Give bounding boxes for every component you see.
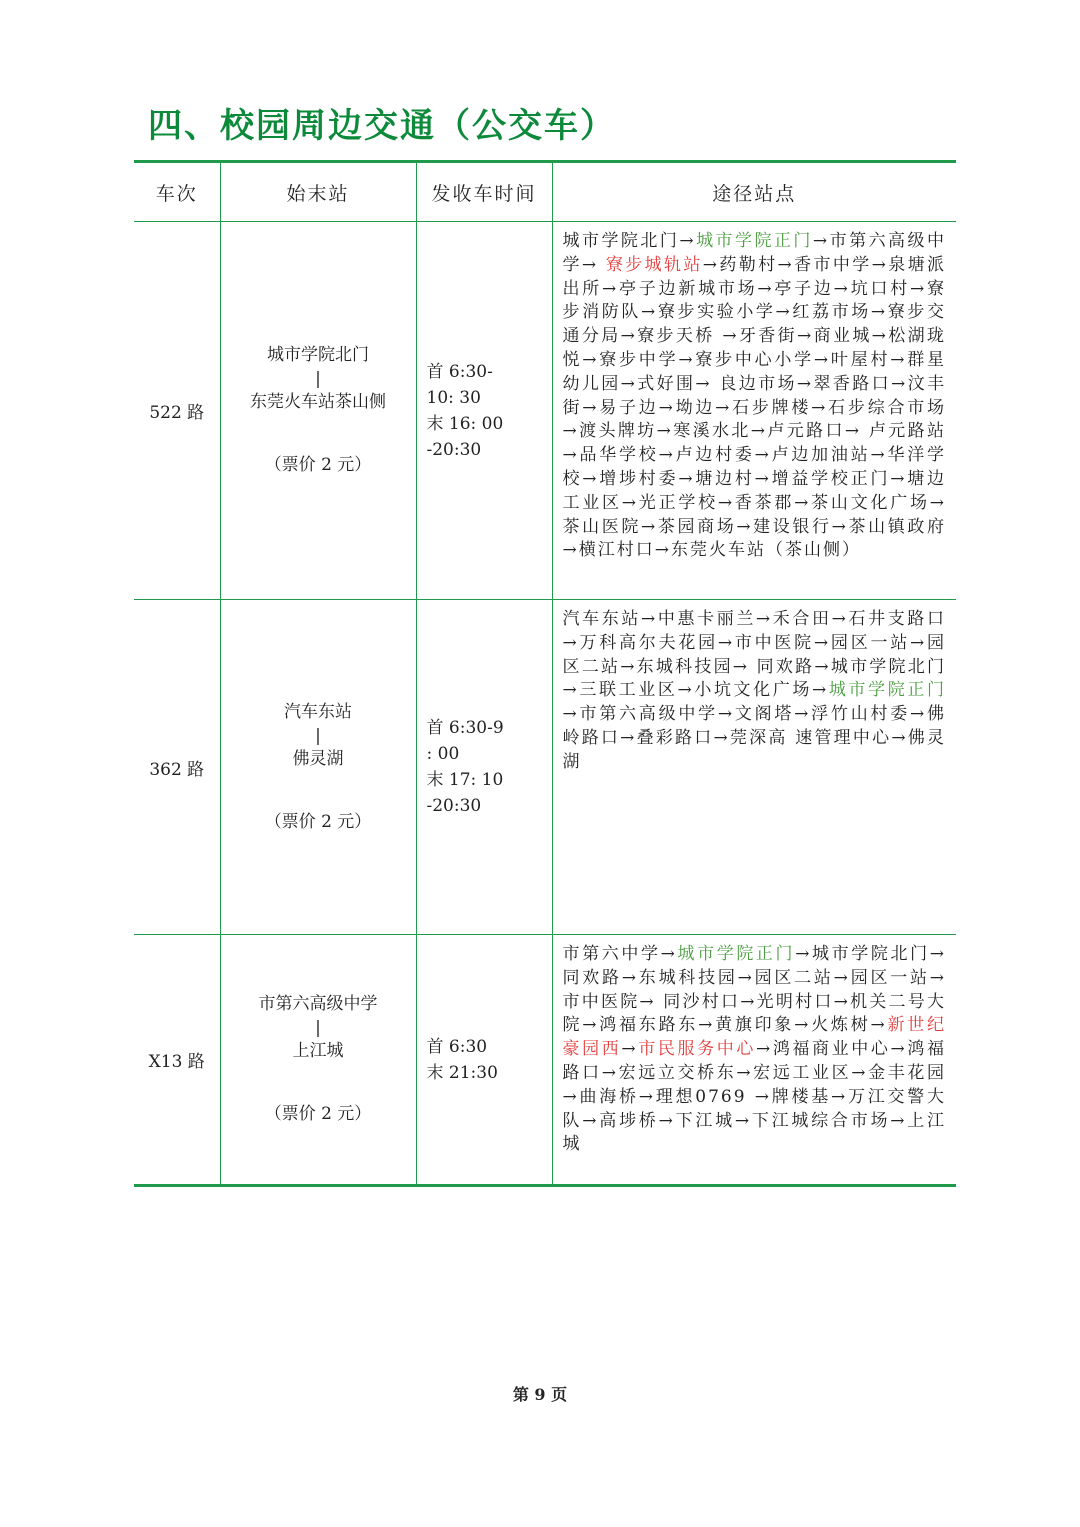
page-title: 四、校园周边交通（公交车） xyxy=(148,106,616,146)
schedule-line: 10: 30 xyxy=(426,387,481,408)
route-number: 522 路 xyxy=(134,222,220,600)
highlighted-stop: 新世纪豪园西 xyxy=(562,1015,946,1060)
terminal-separator: | xyxy=(315,1018,321,1038)
header-route: 车次 xyxy=(134,162,220,222)
ticket-price: （票价 2 元） xyxy=(264,1104,372,1124)
terminals-cell xyxy=(220,600,416,935)
stops-text: 城市学院北门→ xyxy=(562,231,696,251)
header-times: 发收车时间 xyxy=(416,162,552,222)
route-number: 362 路 xyxy=(134,600,220,935)
terminal-start: 城市学院北门 xyxy=(267,345,369,365)
terminal-start: 市第六高级中学 xyxy=(258,994,378,1014)
schedule-line: -20:30 xyxy=(426,439,482,460)
stops-cell xyxy=(552,222,956,600)
stops-text: →市第六高级中学→文阁塔→浮竹山村委→佛岭路口→叠彩路口→莞深高 速管理中心→佛灵湖 xyxy=(562,704,946,772)
highlighted-stop: 城市学院正门 xyxy=(828,680,947,701)
schedule-cell xyxy=(416,222,552,600)
stops-text: →药勒村→香市中学→泉塘派出所→亭子边新城市场→亭子边→坑口村→寮步消防队→寮步实验小学→红荔市场→寮步交通分局→寮步天桥 →牙香街→商业城→松湖珑悦→寮步中学→寮步中心小学→叶屋村→群星幼儿园→式好围→ 良边市场→翠香路口→汶丰街→易子边→坳边→石步牌楼→石步综合市场→渡头牌坊→寒溪水北→卢元路口→ 卢元路站→品华学校→卢边村委→卢边加油站→华洋学校→增埗村委→塘边村→增益学校正门→塘边工业区→光正学校→香茶郡→茶山文化广场→茶山医院→茶园商场→建设银行→茶山镇政府→横江村口→东莞火车站（茶山侧） xyxy=(562,254,947,561)
table-header-row xyxy=(134,162,956,222)
highlighted-stop: 寮步城轨站 xyxy=(605,254,703,275)
terminal-start: 汽车东站 xyxy=(284,701,352,722)
terminal-end: 上江城 xyxy=(292,1041,344,1061)
schedule-line: 首 6:30- xyxy=(426,361,493,382)
route-number: X13 路 xyxy=(134,935,220,1186)
schedule-line: 末 21:30 xyxy=(426,1062,498,1083)
highlighted-stop: 城市学院正门 xyxy=(695,231,813,251)
schedule-line: : 00 xyxy=(426,744,460,764)
terminal-end: 东莞火车站茶山侧 xyxy=(250,392,386,412)
terminal-separator: | xyxy=(315,725,321,746)
stops-text: 市第六中学→ xyxy=(562,944,677,964)
ticket-price: （票价 2 元） xyxy=(264,811,372,832)
header-terminals: 始末站 xyxy=(220,162,416,222)
terminals-cell xyxy=(220,222,416,600)
schedule-line: 末 17: 10 xyxy=(426,770,504,790)
schedule-line: 首 6:30 xyxy=(426,1036,488,1057)
highlighted-stop: 市民服务中心 xyxy=(637,1039,756,1060)
stops-cell xyxy=(552,935,956,1186)
bus-route-table xyxy=(134,160,956,1187)
highlighted-stop: 城市学院正门 xyxy=(676,944,796,964)
schedule-cell xyxy=(416,935,552,1186)
schedule-line: -20:30 xyxy=(426,796,482,816)
terminals-cell xyxy=(220,935,416,1186)
table-row xyxy=(134,222,956,600)
stops-text: →鸿福商业中心→鸿福路口→宏远立交桥东→宏远工业区→金丰花园→曲海桥→理想0769 →牌楼基→万江交警大队→高埗桥→下江城→下江城综合市场→上江城 xyxy=(562,1039,947,1155)
table-row xyxy=(134,600,956,935)
schedule-line: 首 6:30-9 xyxy=(426,718,504,738)
terminal-separator: | xyxy=(315,369,321,389)
page-number: 第 9 页 xyxy=(512,1385,568,1404)
stops-text: →市第六高级中学→ xyxy=(562,231,947,275)
schedule-cell xyxy=(416,600,552,935)
table-row xyxy=(134,935,956,1186)
terminal-end: 佛灵湖 xyxy=(292,748,344,769)
stops-text: →城市学院北门→ 同欢路→东城科技园→园区二站→园区一站→市中医院→ 同沙村口→光明村口→机关二号大院→鸿福东路东→黄旗印象→火炼树→ xyxy=(562,944,947,1036)
ticket-price: （票价 2 元） xyxy=(264,455,372,475)
stops-text: 汽车东站→中惠卡丽兰→禾合田→石井支路口→万科高尔夫花园→市中医院→园区一站→园区二站→东城科技园→ 同欢路→城市学院北门→三联工业区→小坑文化广场→ xyxy=(562,609,946,701)
schedule-line: 末 16: 00 xyxy=(426,413,504,434)
stops-cell xyxy=(552,600,956,935)
stops-text: → xyxy=(621,1039,638,1060)
header-stops: 途径站点 xyxy=(552,162,956,222)
